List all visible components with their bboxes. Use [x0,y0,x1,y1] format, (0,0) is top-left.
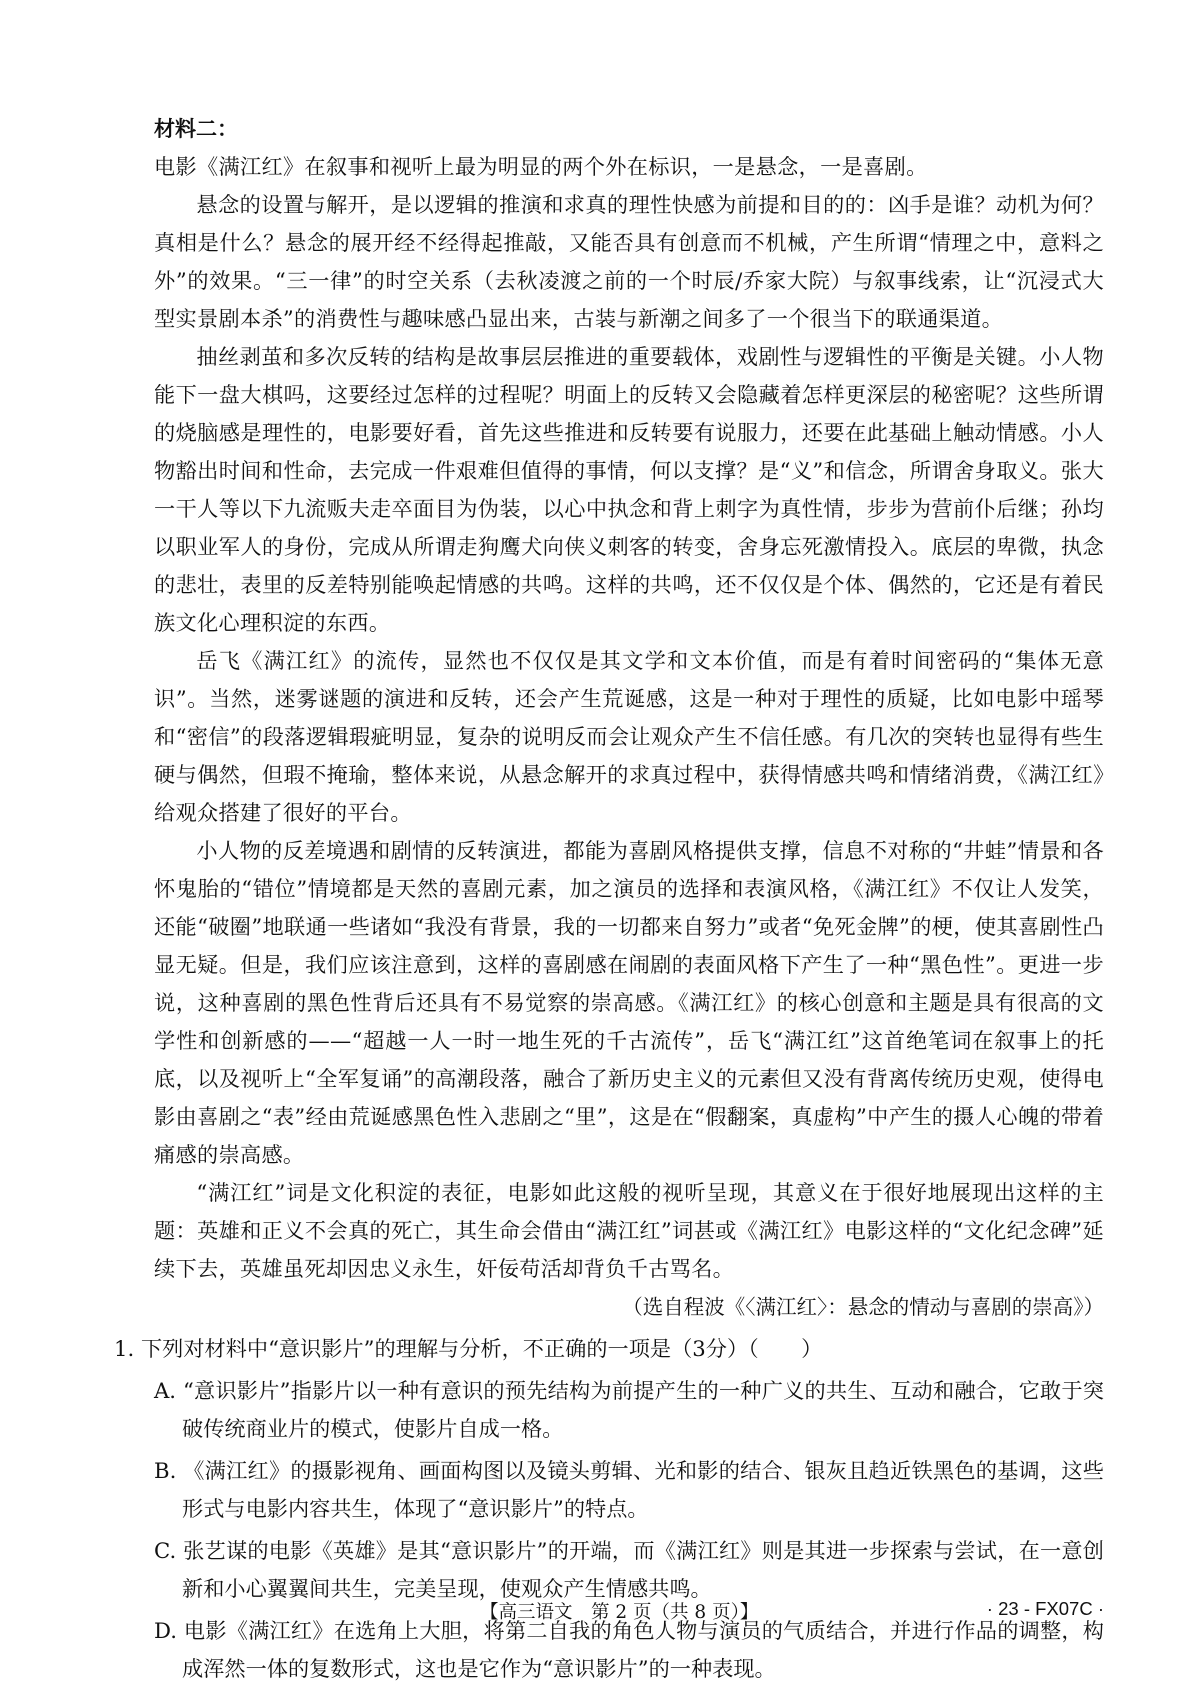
source-citation: （选自程波《〈满江红〉：悬念的情动与喜剧的崇高》） [622,1295,1104,1319]
footer-paper-code: · 23 - FX07C · [986,1598,1104,1619]
answer-options [154,1372,1104,1688]
material-paragraph: 岳飞《满江红》的流传，显然也不仅仅是其文学和文本价值，而是有着时间密码的“集体无意识”。当然，迷雾谜题的演进和反转，还会产生荒诞感，这是一种对于理性的质疑，比如电影中瑶琴和“密信”的段落逻辑瑕疵明显，复杂的说明反而会让观众产生不信任感。有几次的突转也显得有些生硬与偶然，但瑕不掩瑜，整体来说，从悬念解开的求真过程中，获得情感共鸣和情绪消费，《满江红》给观众搭建了很好的平台。 [154,648,1104,825]
footer-page-info: 【高三语文 第 2 页（共 8 页）】 [480,1602,759,1623]
answer-option-c: C. 张艺谋的电影《英雄》是其“意识影片”的开端，而《满江红》则是其进一步探索与尝试，在一意创新和小心翼翼间共生，完美呈现，使观众产生情感共鸣。 [154,1538,1104,1601]
material-paragraph: 小人物的反差境遇和剧情的反转演进，都能为喜剧风格提供支撑，信息不对称的“井蛙”情景和各怀鬼胎的“错位”情境都是天然的喜剧元素，加之演员的选择和表演风格，《满江红》不仅让人发笑，还能“破圈”地联通一些诸如“我没有背景，我的一切都来自努力”或者“免死金牌”的梗，使其喜剧性凸显无疑。但是，我们应该注意到，这样的喜剧感在闹剧的表面风格下产生了一种“黑色性”。更进一步说，这种喜剧的黑色性背后还具有不易觉察的崇高感。《满江红》的核心创意和主题是具有很高的文学性和创新感的——“超越一人一时一地生死的千古流传”，岳飞“满江红”这首绝笔词在叙事上的托底，以及视听上“全军复诵”的高潮段落，融合了新历史主义的元素但又没有背离传统历史观，使得电影由喜剧之“表”经由荒诞感黑色性入悲剧之“里”，这是在“假翻案，真虚构”中产生的摄人心魄的带着痛感的崇高感。 [154,838,1104,1167]
material-paragraph: 电影《满江红》在叙事和视听上最为明显的两个外在标识，一是悬念，一是喜剧。 [154,154,928,179]
material-paragraph: 抽丝剥茧和多次反转的结构是故事层层推进的重要载体，戏剧性与逻辑性的平衡是关键。小人物能下一盘大棋吗，这要经过怎样的过程呢？明面上的反转又会隐藏着怎样更深层的秘密呢？这些所谓的烧脑感是理性的，电影要好看，首先这些推进和反转要有说服力，还要在此基础上触动情感。小人物豁出时间和性命，去完成一件艰难但值得的事情，何以支撑？是“义”和信念，所谓舍身取义。张大一干人等以下九流贩夫走卒面目为伪装，以心中执念和背上刺字为真性情，步步为营前仆后继；孙均以职业军人的身份，完成从所谓走狗鹰犬向侠义刺客的转变，舍身忘死激情投入。底层的卑微，执念的悲壮，表里的反差特别能唤起情感的共鸣。这样的共鸣，还不仅仅是个体、偶然的，它还是有着民族文化心理积淀的东西。 [154,344,1104,635]
answer-option-d: D. 电影《满江红》在选角上大胆，将第二自我的角色人物与演员的气质结合，并进行作品的调整，构成浑然一体的复数形式，这也是它作为“意识影片”的一种表现。 [154,1618,1104,1681]
material-paragraph: 悬念的设置与解开，是以逻辑的推演和求真的理性快感为前提和目的的：凶手是谁？动机为何？真相是什么？悬念的展开经不经得起推敲，又能否具有创意而不机械，产生所谓“情理之中，意料之外”的效果。“三一律”的时空关系（去秋凌渡之前的一个时辰/乔家大院）与叙事线索，让“沉浸式大型实景剧本杀”的消费性与趣味感凸显出来，古装与新潮之间多了一个很当下的联通渠道。 [154,192,1104,331]
material-paragraph: “满江红”词是文化积淀的表征，电影如此这般的视听呈现，其意义在于很好地展现出这样的主题：英雄和正义不会真的死亡，其生命会借由“满江红”词甚或《满江红》电影这样的“文化纪念碑”延续下去，英雄虽死却因忠义永生，奸佞苟活却背负千古骂名。 [154,1180,1104,1281]
question-stem: 1. 下列对材料中“意识影片”的理解与分析，不正确的一项是（3分）（ ） [114,1336,823,1361]
material-title: 材料二： [154,117,238,141]
answer-option-a: A. “意识影片”指影片以一种有意识的预先结构为前提产生的一种广义的共生、互动和融合，它敢于突破传统商业片的模式，使影片自成一格。 [154,1378,1104,1441]
page-footer [0,1592,1200,1632]
answer-option-b: B. 《满江红》的摄影视角、画面构图以及镜头剪辑、光和影的结合、银灰且趋近铁黑色的基调，这些形式与电影内容共生，体现了“意识影片”的特点。 [154,1458,1104,1521]
